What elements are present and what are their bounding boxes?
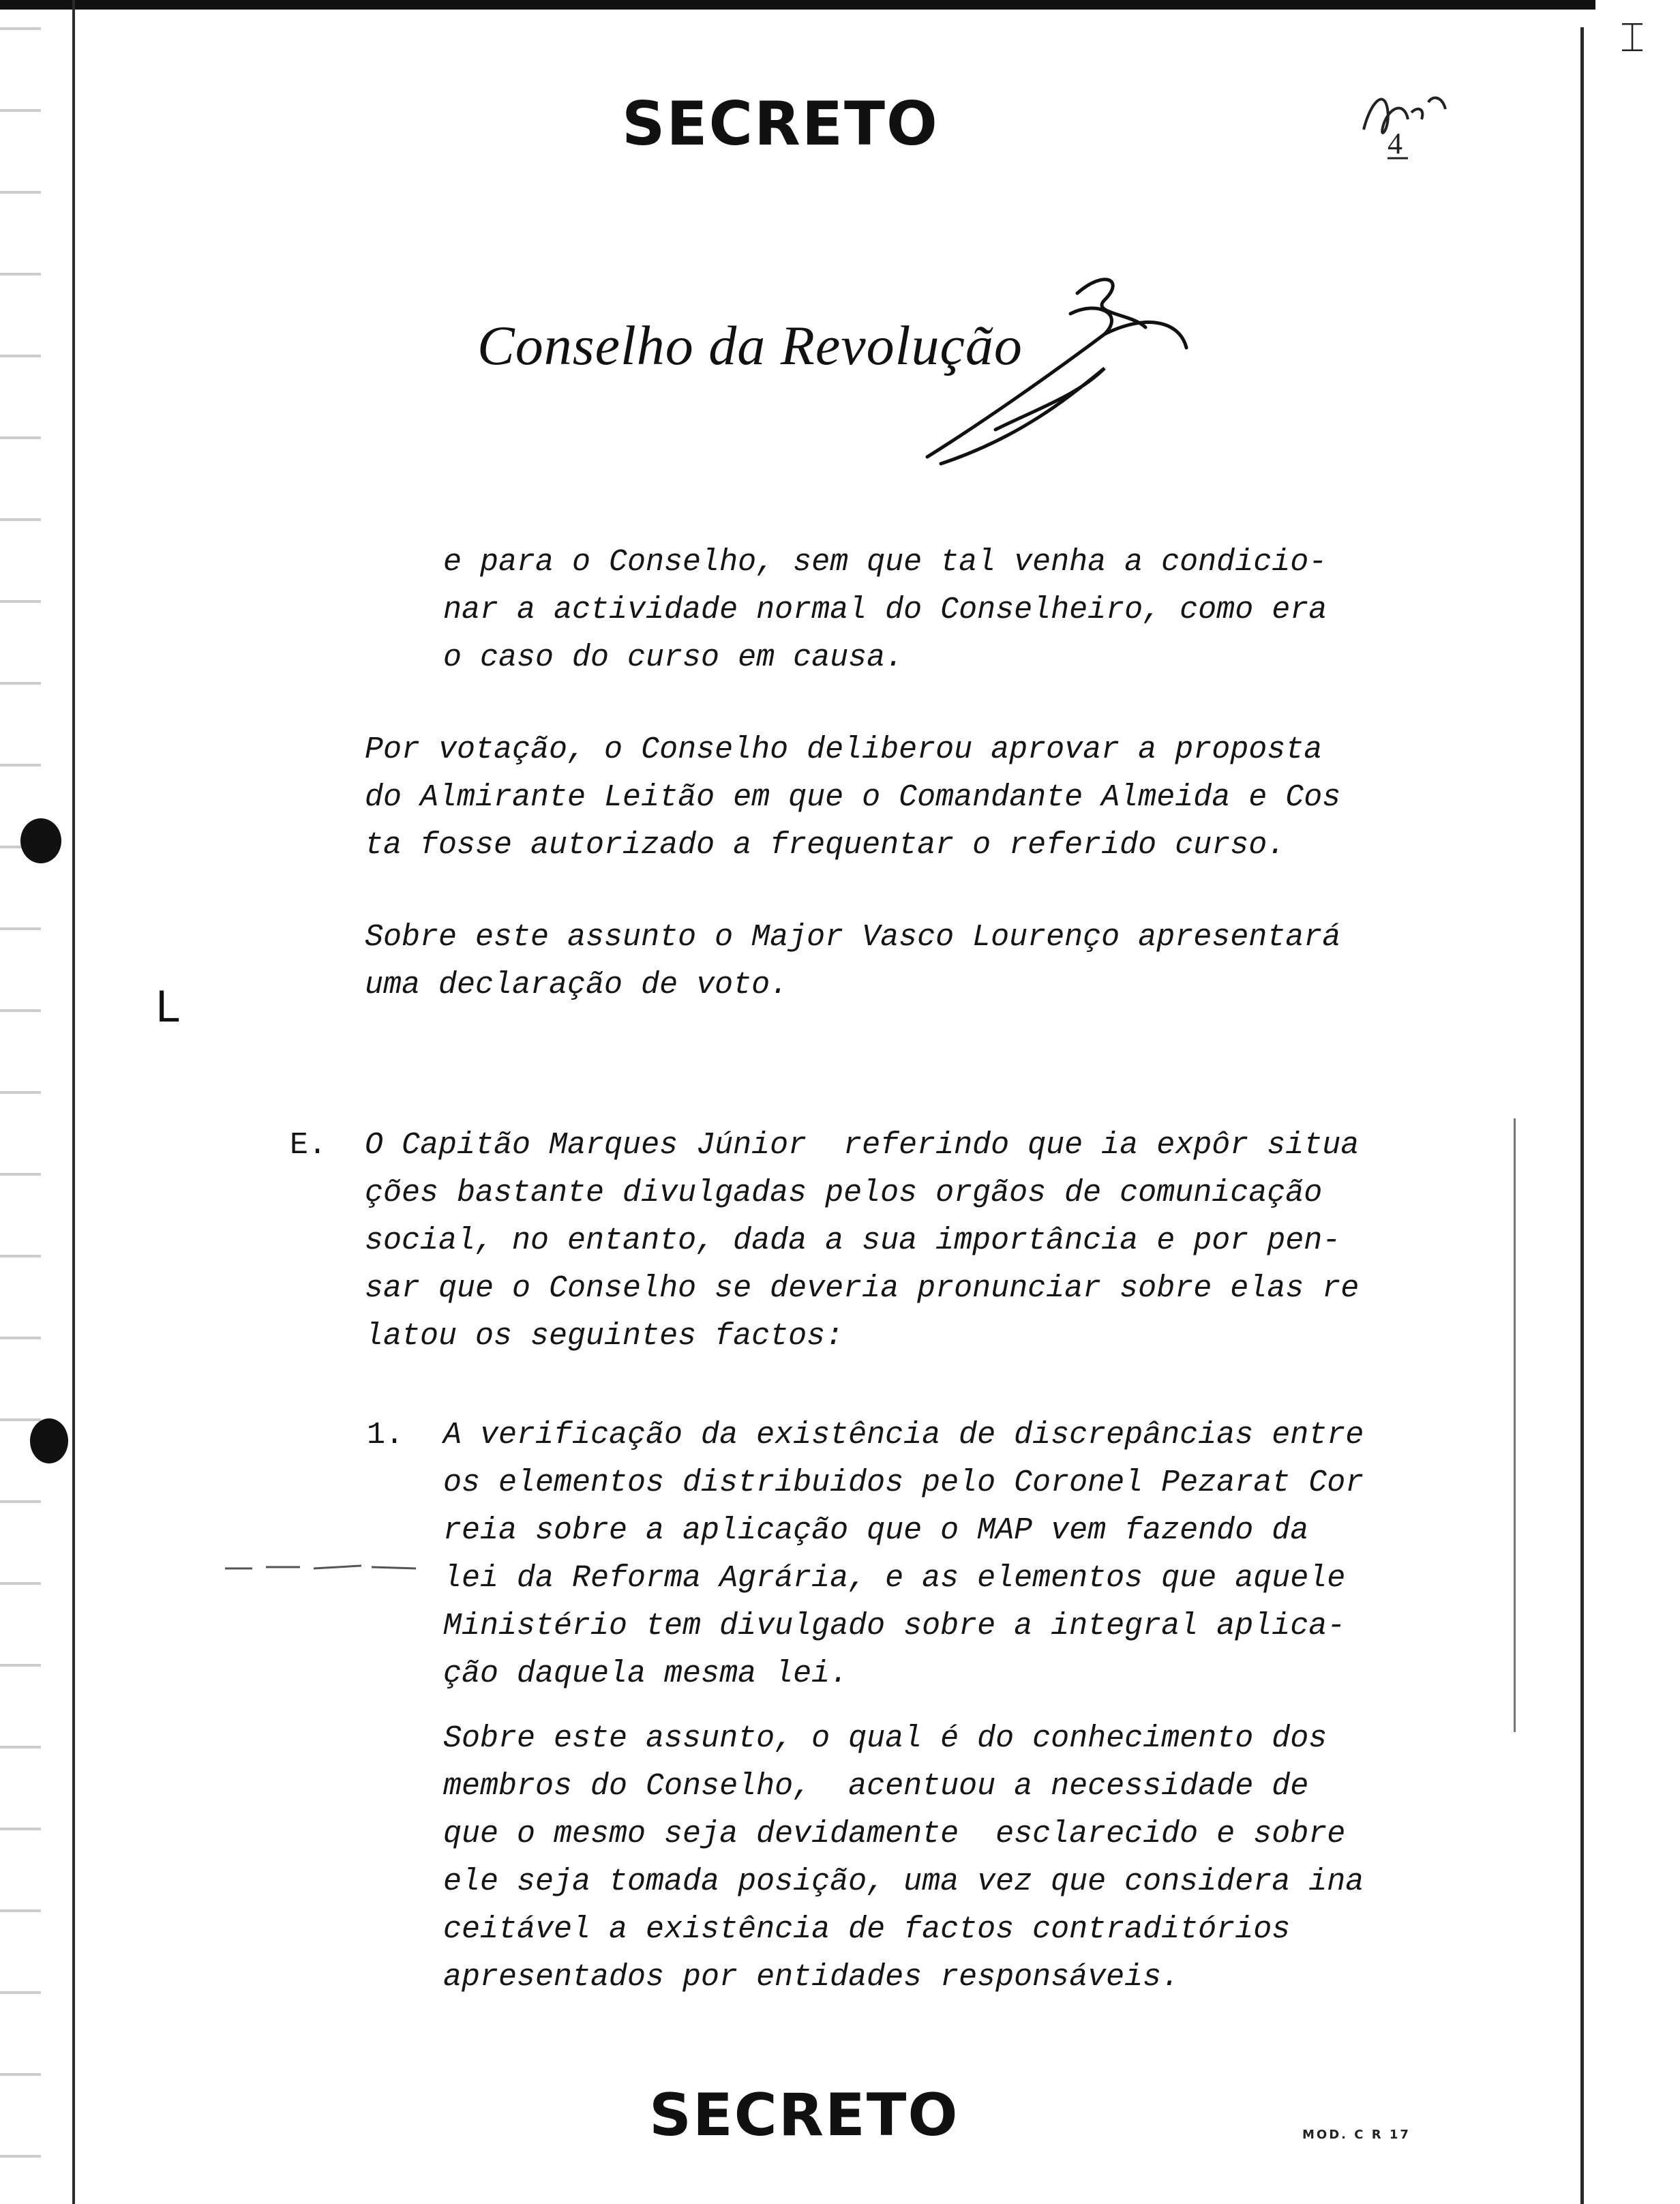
item-1-followup: Sobre este assunto, o qual é do conhecimento dos membros do Conselho, acentuou a necessidade de que o mesmo seja devidamente esclarecido e sobre ele seja tomada posição, uma vez que considera ina ceitável a existência de factos contraditórios apresentados por entidades responsáveis. bbox=[443, 1721, 1364, 1995]
page-right-shadow bbox=[1514, 1118, 1516, 1732]
paragraph-vote-result: Por votação, o Conselho deliberou aprovar a proposta do Almirante Leitão em que o Comandante Almeida e Cos ta fosse autorizado a frequentar o referido curso. bbox=[365, 732, 1341, 863]
letterhead-title: Conselho da Revolução bbox=[477, 314, 1023, 376]
scan-top-border bbox=[0, 0, 1595, 10]
folio-initials-icon bbox=[1357, 82, 1459, 164]
handwritten-signature-icon bbox=[900, 273, 1200, 477]
scan-edge-artifact bbox=[0, 0, 41, 2204]
secret-stamp-bottom: SECRETO bbox=[649, 2081, 959, 2149]
section-e-text: O Capitão Marques Júnior referindo que ia expôr situa ções bastante divulgadas pelos orgãos de comunicação social, no entanto, dada a sua importância e por pen- sar que o Conselho se deveria pronunciar sobre elas re latou os seguintes factos: bbox=[365, 1128, 1360, 1354]
page-left-edge bbox=[72, 0, 75, 2204]
page-right-edge bbox=[1580, 27, 1584, 2204]
paragraph-continuation: e para o Conselho, sem que tal venha a condicio- nar a actividade normal do Conselheiro, como era o caso do curso em causa. bbox=[443, 545, 1328, 675]
punch-hole-bottom bbox=[30, 1418, 68, 1463]
paragraph-vote-declaration: Sobre este assunto o Major Vasco Lourenço apresentará uma declaração de voto. bbox=[365, 920, 1341, 1002]
section-e-letter: E. bbox=[290, 1128, 327, 1163]
secret-stamp-top: SECRETO bbox=[622, 89, 939, 159]
margin-dashes-icon bbox=[225, 1562, 430, 1575]
item-1-text: A verificação da existência de discrepâncias entre os elementos distribuidos pelo Coronel Pezarat Cor reia sobre a aplicação que o MAP vem fazendo da lei da Reforma Agrária, e as elementos que aquele Ministério tem divulgado sobre a integral aplica- ção daquela mesma lei. bbox=[443, 1418, 1364, 1691]
form-code: MOD. C R 17 bbox=[1302, 2128, 1411, 2142]
folio-number: 4 bbox=[1388, 127, 1402, 160]
punch-hole-top bbox=[20, 818, 61, 863]
margin-mark-l: L bbox=[155, 982, 179, 1032]
corner-scan-mark: ⌶ bbox=[1620, 14, 1645, 61]
item-1-number: 1. bbox=[367, 1418, 404, 1453]
